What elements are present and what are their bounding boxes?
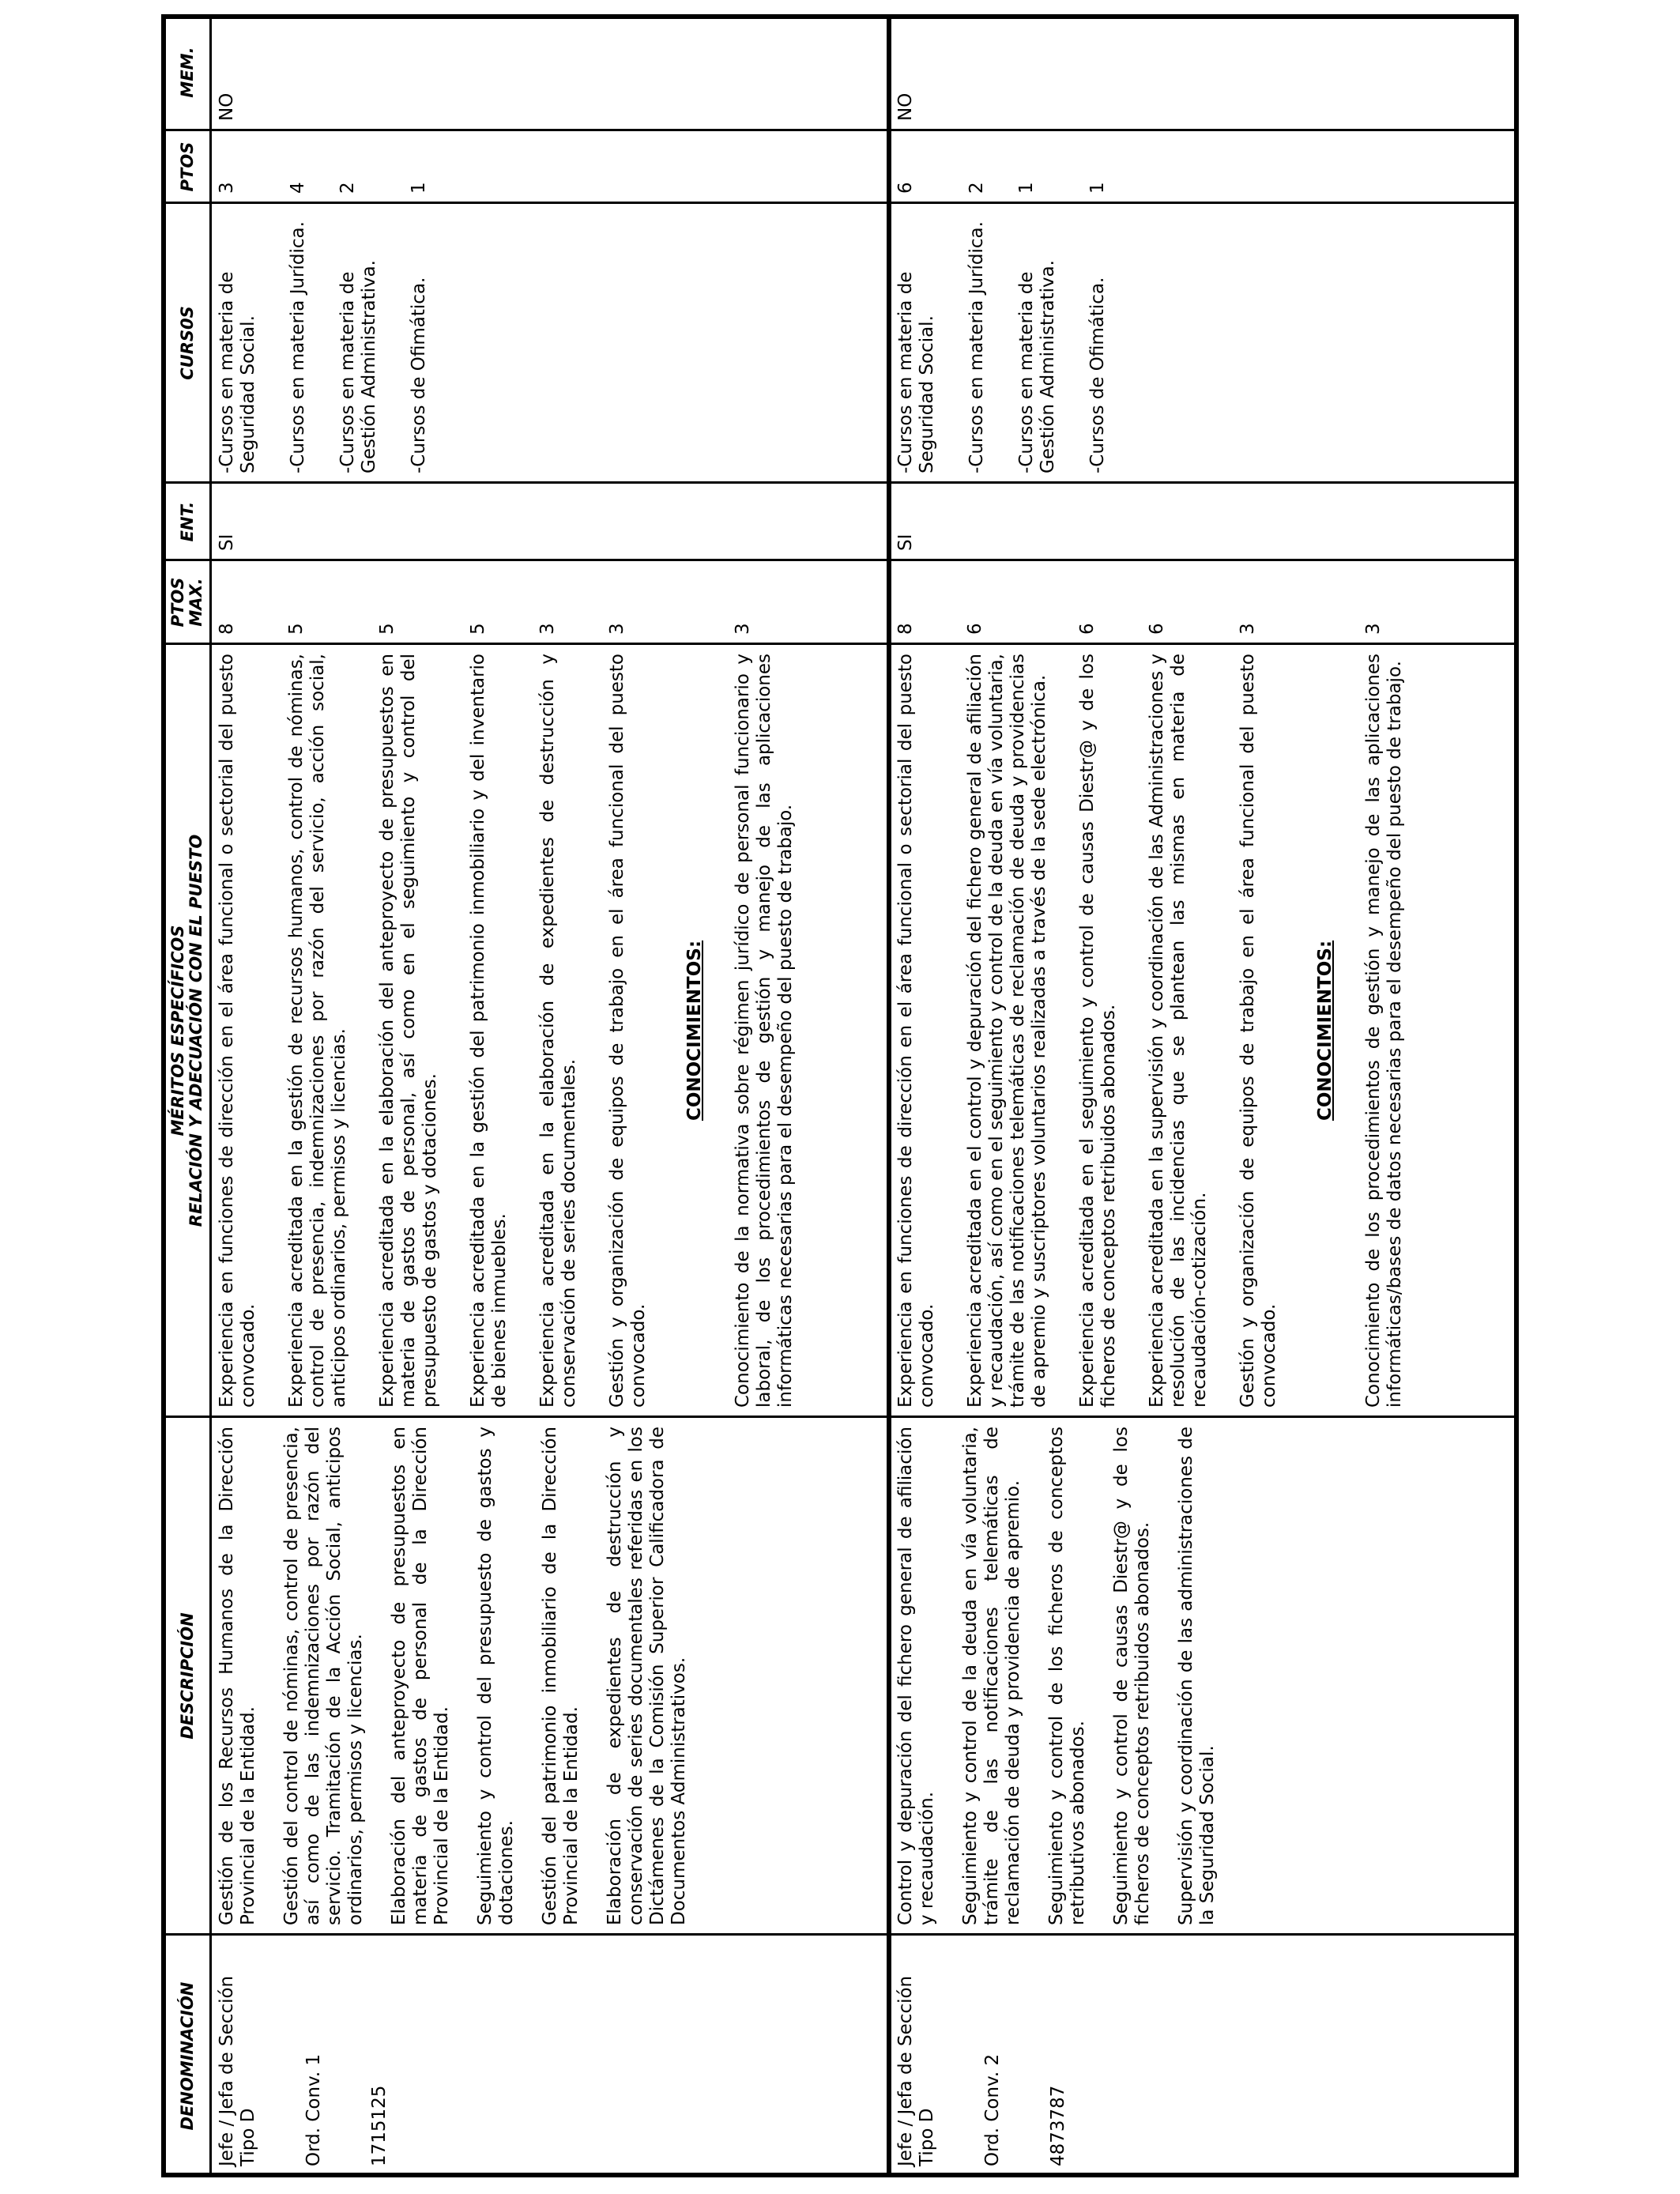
curso-ptos: 4 <box>288 182 308 194</box>
header-cursos-label: CURS0S <box>177 306 197 380</box>
merito-text: Gestión y organización de equipos de trabajo en el área funcional del puesto convocado. <box>1237 654 1279 1408</box>
merito-ptos-max: 3 <box>607 623 627 635</box>
conocimientos-ptos-max: 3 <box>1363 623 1384 635</box>
curso-ptos: 1 <box>409 182 429 194</box>
conocimientos-heading: CONOCIMIENTOS: <box>1315 940 1335 1122</box>
merito-text: Experiencia acreditada en la elaboración de expedientes de destrucción y conservación de series documentales. <box>537 654 579 1408</box>
conocimientos-ptos-max: 3 <box>733 623 753 635</box>
table-frame <box>161 14 1519 2177</box>
convocatoria-label: Ord. Conv. 1 <box>303 2053 324 2166</box>
conocimientos-text: Conocimiento de la normativa sobre régimen jurídico de personal funcionario y laboral, de los procedimientos de gestión y manejo de las aplicaciones informáticas necesarias para el desempeño del puesto de trabajo. <box>733 654 796 1408</box>
curso-text: -Cursos en materia de Gestión Administrativa. <box>337 260 379 473</box>
descripcion-item: Seguimiento y control de causas Diestr@ y de los ficheros de conceptos retribuidos abonados. <box>1111 1427 1153 1925</box>
puesto-name: Jefe / Jefa de Sección Tipo D <box>217 1975 258 2166</box>
merito-text: Experiencia acreditada en la gestión del patrimonio inmobiliario y del inventario de bienes inmuebles. <box>468 654 510 1408</box>
descripcion-item: Gestión del control de nóminas, control de presencia, así como de las indemnizaciones por razón del servicio. Tramitación de la Acción Social, anticipos ordinarios, permisos y licencias. <box>281 1427 366 1925</box>
header-ptos-max-line2: MAX. <box>186 578 205 627</box>
merito-text: Experiencia acreditada en el seguimiento y control de causas Diestr@ y de los ficheros de conceptos retribuidos abonados. <box>1077 654 1119 1408</box>
merito-text: Experiencia acreditada en la elaboración del anteproyecto de presupuestos en materia de gastos de personal, así como en el seguimiento y control del presupuesto de gastos y dotaciones. <box>377 654 440 1408</box>
merito-text: Experiencia en funciones de dirección en el área funcional o sectorial del puesto convocado. <box>217 654 258 1408</box>
merito-ptos-max: 5 <box>286 623 307 635</box>
merito-ptos-max: 8 <box>217 623 237 635</box>
merito-ptos-max: 3 <box>1237 623 1258 635</box>
header-ptos-max-line1: PTOS <box>168 577 187 628</box>
curso-ptos: 2 <box>337 182 358 194</box>
merito-text: Experiencia acreditada en la gestión de recursos humanos, control de nóminas, control de presencia, indemnizaciones por razón del servicio, acción social, anticipos ordinarios, permisos y licencias. <box>286 654 349 1408</box>
header-ent-label: ENT. <box>177 501 197 542</box>
descripcion-item: Gestión de los Recursos Humanos de la Dirección Provincial de la Entidad. <box>217 1427 258 1925</box>
descripcion-item: Seguimiento y control del presupuesto de gastos y dotaciones. <box>475 1427 517 1925</box>
merito-ptos-max: 6 <box>1077 623 1098 635</box>
curso-ptos: 6 <box>895 182 916 194</box>
curso-text: -Cursos en materia de Seguridad Social. <box>217 271 258 473</box>
descripcion-item: Control y depuración del fichero general de afiliación y recaudación. <box>895 1427 937 1925</box>
puesto-code: 1715125 <box>369 2085 390 2166</box>
descripcion-item: Seguimiento y control de la deuda en vía voluntaria, trámite de las notificaciones telemáticas de reclamación de deuda y providencia de apremio. <box>960 1427 1023 1925</box>
merito-ptos-max: 3 <box>537 623 558 635</box>
curso-text: -Cursos de Ofimática. <box>409 277 429 473</box>
convocatoria-table <box>161 14 1519 2177</box>
header-meritos-title: MÉRITOS ESPECÍFICOS <box>168 925 187 1137</box>
header-denominacion-label: DENOMINACIÓN <box>177 1981 197 2131</box>
descripcion-item: Seguimiento y control de los ficheros de conceptos retributivos abonados. <box>1046 1427 1088 1925</box>
curso-ptos: 2 <box>966 182 987 194</box>
header-descripcion-label: DESCRIPCIÓN <box>177 1612 197 1740</box>
curso-text: -Cursos en materia Jurídica. <box>288 221 308 473</box>
mem-value: NO <box>895 92 916 121</box>
descripcion-item: Supervisión y coordinación de las administraciones de la Seguridad Social. <box>1176 1427 1218 1925</box>
ent-value: SI <box>895 533 916 551</box>
mem-value: NO <box>217 92 237 121</box>
puesto-name: Jefe / Jefa de Sección Tipo D <box>895 1975 937 2166</box>
curso-ptos: 3 <box>217 182 237 194</box>
ent-value: SI <box>217 533 237 551</box>
puesto-code: 4873787 <box>1048 2085 1068 2166</box>
merito-text: Experiencia en funciones de dirección en el área funcional o sectorial del puesto convocado. <box>895 654 937 1408</box>
curso-ptos: 1 <box>1016 182 1037 194</box>
merito-ptos-max: 6 <box>1147 623 1167 635</box>
header-mem-label: MEM. <box>177 47 197 98</box>
merito-text: Experiencia acreditada en la supervisión y coordinación de las Administraciones y resolución de las incidencias que se plantean las mismas en materia de recaudación-cotización. <box>1147 654 1210 1408</box>
descripcion-item: Elaboración de expedientes de destrucción y conservación de series documentales referidas en los Dictámenes de la Comisión Superior Calificadora de Documentos Administrativos. <box>605 1427 689 1925</box>
curso-ptos: 1 <box>1087 182 1108 194</box>
convocatoria-label: Ord. Conv. 2 <box>982 2053 1003 2166</box>
merito-ptos-max: 8 <box>895 623 916 635</box>
conocimientos-text: Conocimiento de los procedimientos de gestión y manejo de las aplicaciones informáticas/bases de datos necesarias para el desempeño del puesto de trabajo. <box>1363 654 1405 1408</box>
curso-text: -Cursos en materia de Seguridad Social. <box>895 271 937 473</box>
merito-ptos-max: 6 <box>965 623 985 635</box>
merito-text: Gestión y organización de equipos de trabajo en el área funcional del puesto convocado. <box>607 654 649 1408</box>
merito-ptos-max: 5 <box>468 623 488 635</box>
merito-ptos-max: 5 <box>377 623 397 635</box>
curso-text: -Cursos en materia Jurídica. <box>966 221 987 473</box>
curso-text: -Cursos en materia de Gestión Administrativa. <box>1016 260 1058 473</box>
curso-text: -Cursos de Ofimática. <box>1087 277 1108 473</box>
header-ptos-label: PTOS <box>177 141 197 192</box>
descripcion-item: Gestión del patrimonio inmobiliario de la Dirección Provincial de la Entidad. <box>540 1427 582 1925</box>
merito-text: Experiencia acreditada en el control y depuración del fichero general de afiliación y recaudación, así como en el seguimiento y control de la deuda en vía voluntaria, trámite de las notificaciones telemáticas de reclamación de deuda y providencias de apremio y suscriptores voluntarios realizadas a través de la sede electrónica. <box>965 654 1049 1408</box>
descripcion-item: Elaboración del anteproyecto de presupuestos en materia de gastos de personal de la Dirección Provincial de la Entidad. <box>389 1427 452 1925</box>
conocimientos-heading: CONOCIMIENTOS: <box>684 940 705 1122</box>
header-meritos-subtitle: RELACIÓN Y ADECUACIÓN CON EL PUESTO <box>186 834 205 1227</box>
